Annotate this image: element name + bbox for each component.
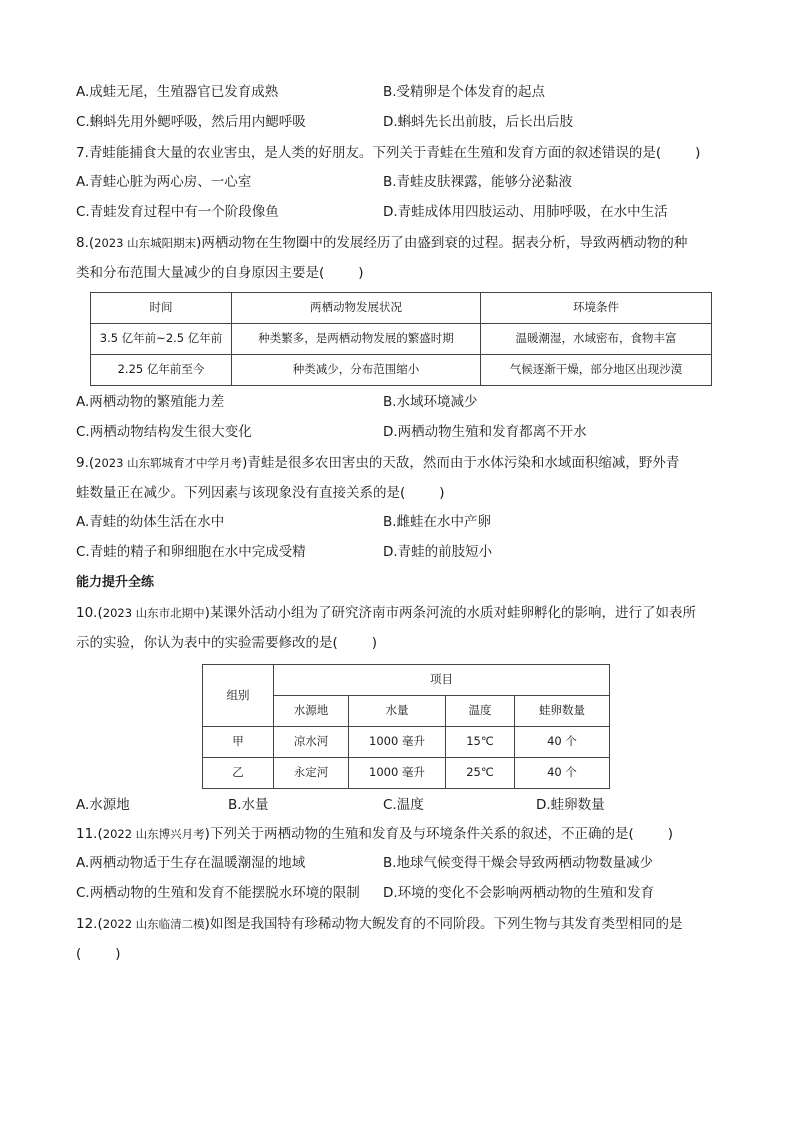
q9-number: 9.( [76, 455, 95, 471]
q11-option-d[interactable]: D.环境的变化不会影响两栖动物的生殖和发育 [383, 885, 655, 901]
q8-header-time: 时间 [91, 293, 232, 324]
q10-cell: 凉水河 [274, 727, 349, 758]
q6-options-row2 [76, 108, 726, 138]
q8-table-header-row [91, 293, 712, 324]
question-7 [76, 138, 726, 168]
q9-options-row1 [76, 508, 726, 538]
q12-source: 2022 山东临清二模 [102, 917, 205, 931]
q10-table-header-row [203, 665, 610, 696]
q9-option-a[interactable]: A.青蛙的幼体生活在水中 [76, 514, 225, 530]
q7-options-row2 [76, 198, 726, 228]
q12-paren-close: ) [115, 946, 121, 962]
q8-option-a[interactable]: A.两栖动物的繁殖能力差 [76, 394, 225, 410]
q10-cell: 1000 毫升 [349, 727, 446, 758]
q12-stem: )如图是我国特有珍稀动物大鲵发育的不同阶段。下列生物与其发育类型相同的是 [204, 916, 683, 932]
q9-option-b[interactable]: B.雌蛙在水中产卵 [383, 514, 492, 530]
q10-header-volume: 水量 [349, 696, 446, 727]
question-9 [76, 448, 726, 508]
q10-stem-2: 示的实验，你认为表中的实验需要修改的是( [76, 635, 338, 651]
q6-option-d[interactable]: D.蝌蚪先长出前肢，后长出后肢 [383, 114, 574, 130]
q10-header-eggs: 蛙卵数量 [515, 696, 610, 727]
q10-cell: 永定河 [274, 758, 349, 789]
q7-stem: 7.青蛙能捕食大量的农业害虫，是人类的好朋友。下列关于青蛙在生殖和发育方面的叙述错误的是( [76, 145, 662, 161]
q8-cell: 气候逐渐干燥，部分地区出现沙漠 [481, 355, 712, 386]
q10-option-c[interactable]: C.温度 [383, 797, 424, 813]
q10-options-row [76, 789, 726, 819]
q9-option-c[interactable]: C.青蛙的精子和卵细胞在水中完成受精 [76, 544, 306, 560]
q7-option-c[interactable]: C.青蛙发育过程中有一个阶段像鱼 [76, 204, 279, 220]
q8-option-c[interactable]: C.两栖动物结构发生很大变化 [76, 424, 252, 440]
q11-stem: )下列关于两栖动物的生殖和发育及与环境条件关系的叙述，不正确的是( [204, 826, 634, 842]
q9-paren-close: ) [439, 485, 445, 501]
q8-option-d[interactable]: D.两栖动物生殖和发育都离不开水 [383, 424, 587, 440]
q10-header-group: 组别 [203, 665, 274, 727]
q8-paren-close: ) [358, 265, 364, 281]
q9-stem-1: )青蛙是很多农田害虫的天敌，然而由于水体污染和水域面积缩减，野外青 [242, 455, 680, 471]
q8-number: 8.( [76, 235, 95, 251]
q10-cell: 1000 毫升 [349, 758, 446, 789]
q6-options-row1 [76, 78, 726, 108]
q7-paren-close: ) [695, 145, 701, 161]
q7-options-row1 [76, 168, 726, 198]
q6-option-c[interactable]: C.蝌蚪先用外鳃呼吸，然后用内鳃呼吸 [76, 114, 306, 130]
q9-options-row2 [76, 538, 726, 568]
q10-option-b[interactable]: B.水量 [228, 797, 269, 813]
q6-option-a[interactable]: A.成蛙无尾，生殖器官已发育成熟 [76, 84, 279, 100]
q11-option-c[interactable]: C.两栖动物的生殖和发育不能摆脱水环境的限制 [76, 885, 360, 901]
question-8 [76, 228, 726, 288]
q8-stem-2: 类和分布范围大量减少的自身原因主要是( [76, 265, 325, 281]
q9-source: 2023 山东郓城育才中学月考 [94, 456, 243, 470]
table-row [91, 324, 712, 355]
table-row [203, 758, 610, 789]
q10-option-d[interactable]: D.蛙卵数量 [536, 797, 605, 813]
q8-source: 2023 山东城阳期末 [94, 236, 197, 250]
q10-cell: 甲 [203, 727, 274, 758]
q8-cell: 2.25 亿年前至今 [91, 355, 232, 386]
q10-cell: 40 个 [515, 758, 610, 789]
q8-cell: 种类减少，分布范围缩小 [232, 355, 481, 386]
q8-option-b[interactable]: B.水域环境减少 [383, 394, 478, 410]
q8-cell: 3.5 亿年前~2.5 亿年前 [91, 324, 232, 355]
q11-number: 11.( [76, 826, 103, 842]
q6-option-b[interactable]: B.受精卵是个体发育的起点 [383, 84, 546, 100]
q10-cell: 25℃ [446, 758, 515, 789]
q11-option-a[interactable]: A.两栖动物适于生存在温暖潮湿的地域 [76, 855, 306, 871]
q10-number: 10.( [76, 605, 103, 621]
q8-options-row1 [76, 388, 726, 418]
q10-cell: 40 个 [515, 727, 610, 758]
q8-table [90, 292, 712, 386]
q11-source: 2022 山东博兴月考 [102, 827, 205, 841]
q12-paren-open: ( [76, 946, 82, 962]
worksheet-page [76, 78, 726, 969]
q11-options-row2 [76, 879, 726, 909]
q7-option-a[interactable]: A.青蛙心脏为两心房、一心室 [76, 174, 252, 190]
q9-option-d[interactable]: D.青蛙的前肢短小 [383, 544, 493, 560]
q8-options-row2 [76, 418, 726, 448]
q8-cell: 温暖潮湿，水域密布，食物丰富 [481, 324, 712, 355]
q10-header-temp: 温度 [446, 696, 515, 727]
q8-header-environment: 环境条件 [481, 293, 712, 324]
q10-cell: 乙 [203, 758, 274, 789]
q10-paren-close: ) [371, 635, 378, 651]
q10-source: 2023 山东市北期中 [102, 606, 205, 620]
q10-cell: 15℃ [446, 727, 515, 758]
q11-paren-close: ) [667, 826, 673, 842]
q10-table [202, 664, 610, 789]
question-11 [76, 819, 726, 849]
q8-cell: 种类繁多，是两栖动物发展的繁盛时期 [232, 324, 481, 355]
q10-header-source: 水源地 [274, 696, 349, 727]
table-row [91, 355, 712, 386]
q7-option-d[interactable]: D.青蛙成体用四肢运动、用肺呼吸，在水中生活 [383, 204, 668, 220]
q9-stem-2: 蛙数量正在减少。下列因素与该现象没有直接关系的是( [76, 485, 406, 501]
question-10 [76, 598, 726, 658]
q10-option-a[interactable]: A.水源地 [76, 797, 130, 813]
section-title: 能力提升全练 [76, 575, 155, 590]
q7-option-b[interactable]: B.青蛙皮肤裸露，能够分泌黏液 [383, 174, 573, 190]
q8-stem-1: )两栖动物在生物圈中的发展经历了由盛到衰的过程。据表分析，导致两栖动物的种 [196, 235, 688, 251]
q11-options-row1 [76, 849, 726, 879]
q10-header-project: 项目 [274, 665, 610, 696]
q8-header-status: 两栖动物发展状况 [232, 293, 481, 324]
q11-option-b[interactable]: B.地球气候变得干燥会导致两栖动物数量减少 [383, 855, 654, 871]
q10-stem-1: )某课外活动小组为了研究济南市两条河流的水质对蛙卵孵化的影响，进行了如表所 [204, 605, 696, 621]
table-row [203, 727, 610, 758]
q12-number: 12.( [76, 916, 103, 932]
question-12 [76, 909, 726, 969]
